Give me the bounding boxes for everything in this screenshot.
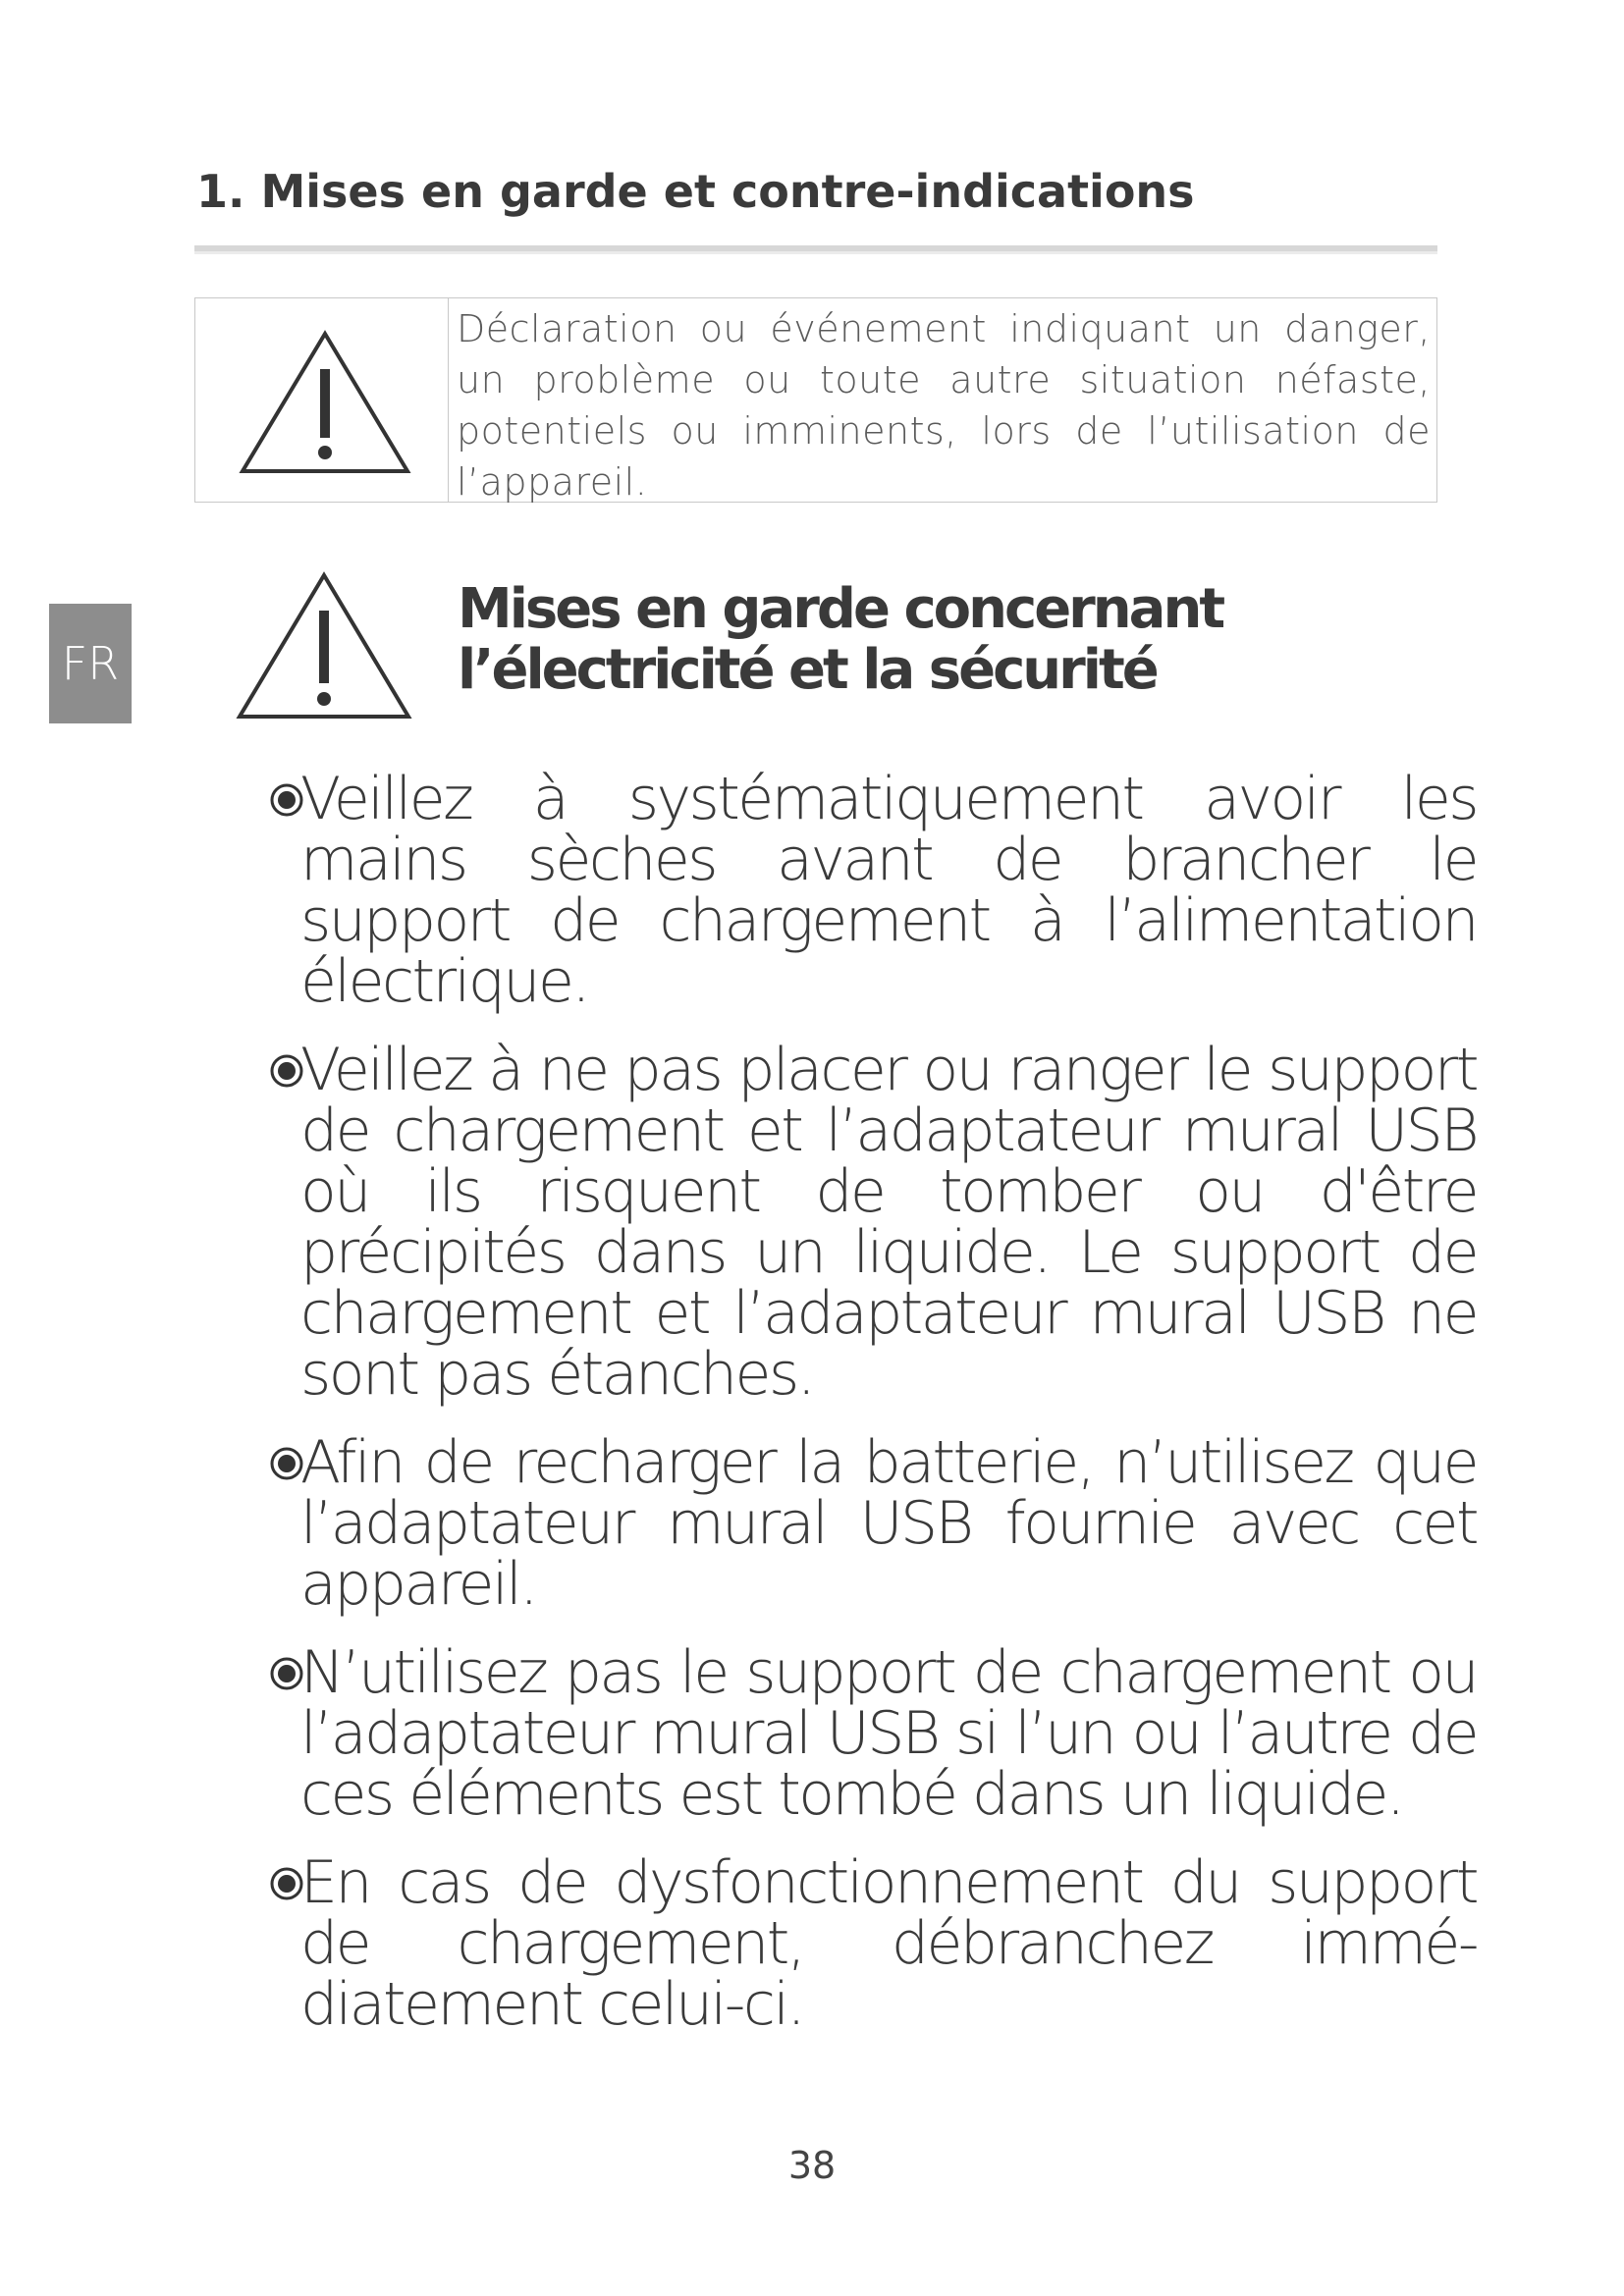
bullet-circle-icon [269,1866,304,1901]
warning-heading-line-1: Mises en garde concernant [458,577,1223,641]
page-number: 38 [787,2144,837,2187]
warning-heading [458,579,1222,701]
bullet-circle-icon [269,1053,304,1089]
warning-heading-line-2: l’électricité et la sécurité [458,638,1157,702]
title-divider [194,245,1437,254]
list-item [265,1036,1477,1409]
bullet-text: En cas de dysfonctionnement du support de chargement, débranchez immé-diatement celui-ci. [300,1848,1477,2039]
bullet-text: Veillez à ne pas placer ou ranger le support de chargement et l’adaptateur mural USB où ils risquent de tomber ou d'être précipités dans un liquide. Le support de chargement et l’adaptateur mural USB ne sont pas étanches. [300,1036,1477,1409]
definition-text: Déclaration ou événement indiquant un danger, un problème ou toute autre situation néfaste, potentiels ou imminents, lors de l’utilisation de l’appareil. [457,307,1431,504]
warning-definition-box [194,297,1437,503]
language-tab: FR [49,604,132,723]
warning-triangle-icon [237,328,413,477]
bullet-text: N’utilisez pas le support de chargement ou l’adaptateur mural USB si l’un ou l’autre de ces éléments est tombé dans un liquide. [300,1638,1477,1829]
bullet-text: Veillez à systématiquement avoir les mains sèches avant de brancher le support de chargement à l’alimentation électrique. [300,765,1477,1016]
list-item [265,765,1477,1016]
warning-triangle-icon [234,569,414,722]
list-item [265,1428,1477,1619]
bullet-text: Afin de recharger la batterie, n’utilisez que l’adaptateur mural USB fournie avec cet appareil. [300,1428,1477,1619]
bullet-circle-icon [269,1446,304,1481]
bullet-circle-icon [269,782,304,818]
list-item [265,1848,1477,2039]
list-item [265,1638,1477,1829]
safety-bullet-list [265,765,1477,2062]
definition-icon-cell [195,298,449,502]
section-title: 1. Mises en garde et contre-indications [196,165,1195,218]
bullet-circle-icon [269,1656,304,1691]
